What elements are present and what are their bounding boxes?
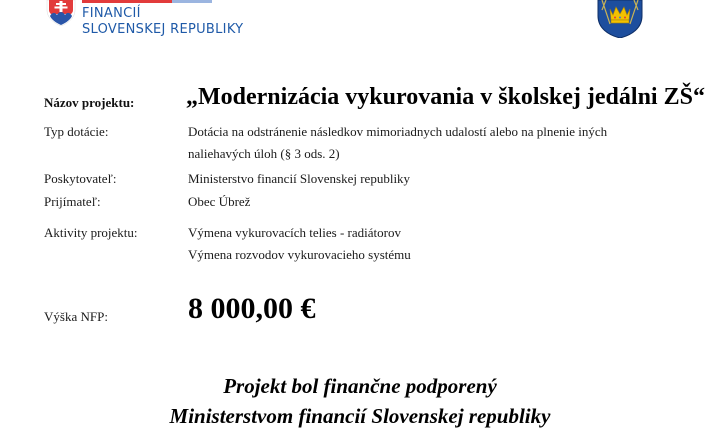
provider-value: Ministerstvo financií Slovenskej republiky bbox=[188, 171, 411, 186]
logo-text-line1: FINANCIÍ bbox=[82, 6, 141, 21]
support-statement-line2: Ministerstvom financií Slovenskej republiky bbox=[169, 404, 551, 428]
recipient-value: Obec Úbrež bbox=[188, 194, 251, 209]
activities-label: Aktivity projektu: bbox=[44, 225, 138, 240]
logo-stripe-red bbox=[82, 0, 172, 3]
grant-type-label: Typ dotácie: bbox=[44, 124, 109, 139]
amount-value: 8 000,00 € bbox=[188, 292, 316, 325]
amount-label: Výška NFP: bbox=[44, 309, 108, 324]
ministry-logo bbox=[44, 0, 254, 42]
recipient-label: Prijímateľ: bbox=[44, 194, 101, 209]
project-name-title: „Modernizácia vykurovania v školskej jedálni ZŠ“ bbox=[186, 84, 705, 110]
activity-item: Výmena vykurovacích telies - radiátorov bbox=[188, 225, 401, 240]
municipal-crest-icon bbox=[596, 0, 644, 38]
provider-label: Poskytovateľ: bbox=[44, 171, 117, 186]
logo-text-line2: SLOVENSKEJ REPUBLIKY bbox=[82, 22, 244, 37]
grant-type-value-line2: naliehavých úloh (§ 3 ods. 2) bbox=[188, 146, 340, 161]
project-name-label: Názov projektu: bbox=[44, 95, 135, 110]
support-statement-line1: Projekt bol finančne podporený bbox=[223, 374, 497, 398]
grant-type-value-line1: Dotácia na odstránenie následkov mimoriadnych udalostí alebo na plnenie iných bbox=[188, 124, 608, 139]
logo-stripe-blue bbox=[172, 0, 212, 3]
slovak-coat-of-arms-icon bbox=[46, 0, 76, 26]
activity-item: Výmena rozvodov vykurovacieho systému bbox=[188, 247, 411, 262]
